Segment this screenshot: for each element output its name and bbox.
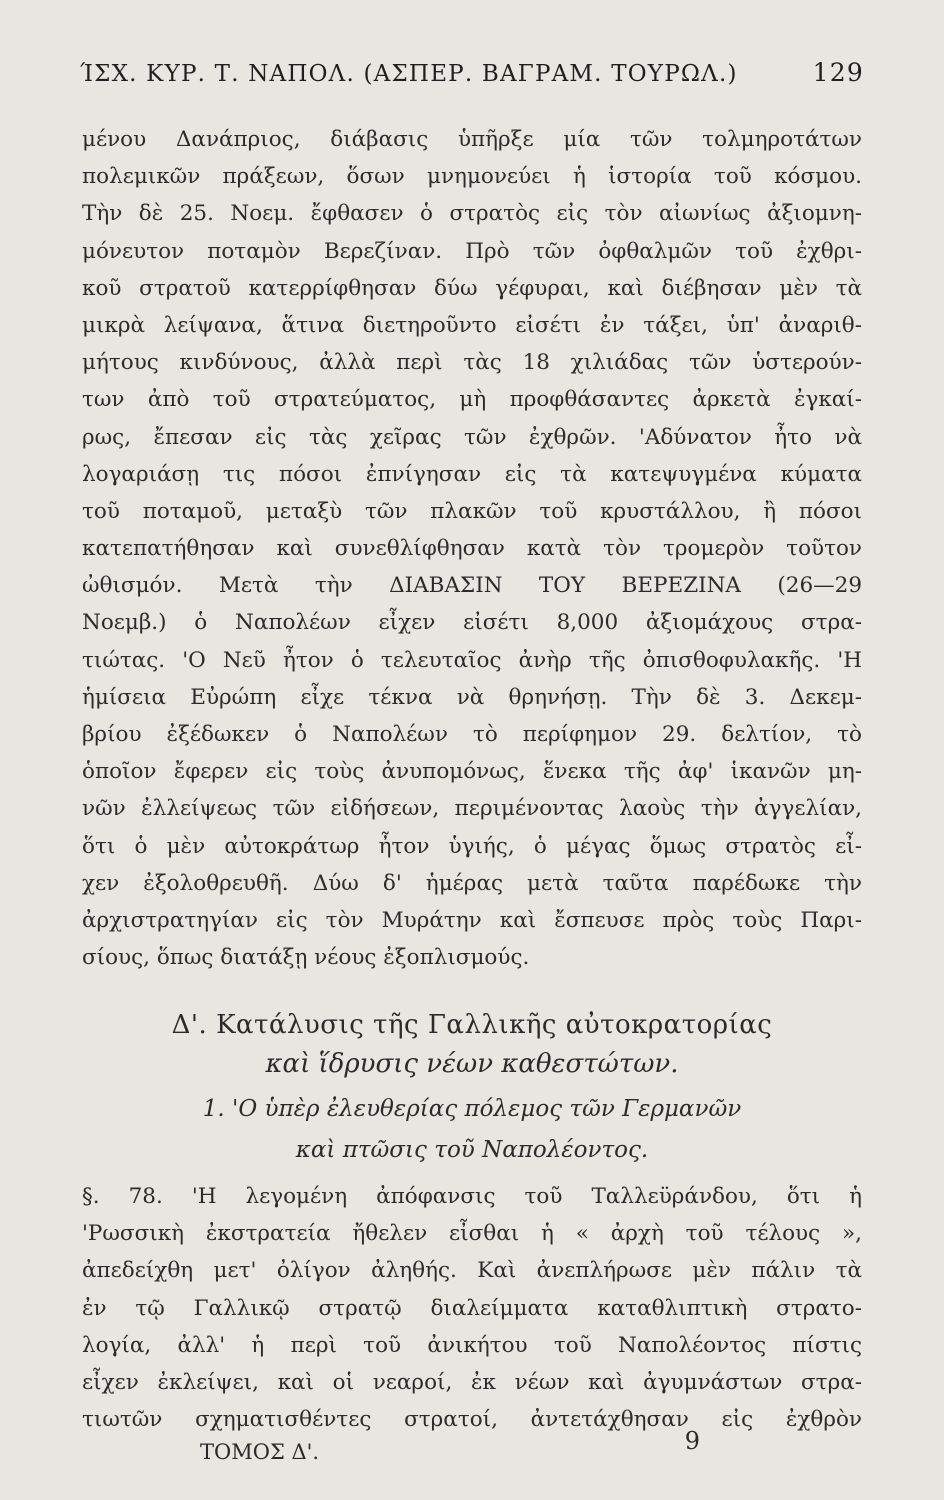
paragraph-78 [82, 1178, 862, 1438]
text-line: νῶν ἐλλείψεως τῶν εἰδήσεων, περιμένοντας λαοὺς τὴν ἀγγελίαν, [82, 796, 862, 822]
text-line: μικρὰ λείψανα, ἅτινα διετηροῦντο εἰσέτι ἐν τάξει, ὑπ' ἀναριθ- [82, 312, 862, 338]
text-line: πολεμικῶν πράξεων, ὅσων μνημονεύει ἡ ἱστορία τοῦ κόσμου. [82, 164, 862, 190]
text-line: μόνευτον ποταμὸν Βερεζίναν. Πρὸ τῶν ὀφθαλμῶν τοῦ ἐχθρι- [82, 238, 862, 264]
text-line: ἀρχιστρατηγίαν εἰς τὸν Μυράτην καὶ ἔσπευσε πρὸς τοὺς Παρι- [82, 907, 862, 933]
text-line: κοῦ στρατοῦ κατερρίφθησαν δύω γέφυραι, καὶ διέβησαν μὲν τὰ [82, 275, 862, 301]
text-line: λογαριάσῃ τις πόσοι ἐπνίγησαν εἰς τὰ κατεψυγμένα κύματα [82, 461, 862, 487]
section-heading [82, 1005, 862, 1083]
text-line: κατεπατήθησαν καὶ συνεθλίφθησαν κατὰ τὸν τρομερὸν τοῦτον [82, 536, 862, 562]
text-line: μήτους κινδύνους, ἀλλὰ περὶ τὰς 18 χιλιάδας τῶν ὑστερούν- [82, 350, 862, 376]
page-number: 129 [812, 58, 864, 87]
text-line: ρως, ἔπεσαν εἰς τὰς χεῖρας τῶν ἐχθρῶν. 'Αδύνατον ἦτο νὰ [82, 424, 862, 450]
text-line: 'Ρωσσικὴ ἐκστρατεία ἤθελεν εἶσθαι ἡ « ἀρχὴ τοῦ τέλους », [82, 1221, 862, 1247]
section-subtitle: καὶ ἵδρυσις νέων καθεστώτων. [265, 1049, 679, 1079]
text-line: ὁποῖον ἔφερεν εἰς τοὺς ἀνυπομόνως, ἕνεκα τῆς ἀφ' ἱκανῶν μη- [82, 759, 862, 785]
section-title: Δ'. Κατάλυσις τῆς Γαλλικῆς αὐτοκρατορίας [171, 1010, 773, 1040]
text-line: λογία, ἀλλ' ἡ περὶ τοῦ ἀνικήτου τοῦ Ναπολέοντος πίστις [82, 1332, 862, 1358]
text-line: εἶχεν ἐκλείψει, καὶ οἱ νεαροί, ἐκ νέων καὶ ἀγυμνάστων στρα- [82, 1369, 862, 1395]
running-title: ΊΣΧ. ΚΥΡ. Τ. ΝΑΠΟΛ. (ΑΣΠΕΡ. ΒΑΓΡΑΜ. ΤΟΥΡΩΛ.) [80, 61, 738, 87]
text-line: Νοεμβ.) ὁ Ναπολέων εἶχεν εἰσέτι 8,000 ἀξιομάχους στρα- [82, 610, 862, 636]
text-line: Τὴν δὲ 25. Νοεμ. ἔφθασεν ὁ στρατὸς εἰς τὸν αἰωνίως ἀξιομνη- [82, 201, 862, 227]
text-line: μένου Δανάπριος, διάβασις ὑπῆρξε μία τῶν τολμηροτάτων [82, 127, 862, 152]
subsection-title: 1. 'Ο ὑπὲρ ἐλευθερίας πόλεμος τῶν Γερμανῶν [202, 1096, 742, 1122]
page-footer [200, 1427, 700, 1465]
text-line: §. 78. 'Η λεγομένη ἀπόφανσις τοῦ Ταλλεϋράνδου, ὅτι ἡ [82, 1184, 862, 1209]
text-line: ἀπεδείχθη μετ' ὀλίγον ἀληθής. Καὶ ἀνεπλήρωσε μὲν πάλιν τὰ [82, 1258, 862, 1284]
text-line: τιωτῶν σχηματισθέντες στρατοί, ἀντετάχθησαν εἰς ἐχθρὸν [82, 1407, 862, 1433]
text-line: χεν ἐξολοθρευθῆ. Δύω δ' ἡμέρας μετὰ ταῦτα παρέδωκε τὴν [82, 870, 862, 896]
paragraph-continued [82, 121, 862, 976]
text-line: βρίου ἐξέδωκεν ὁ Ναπολέων τὸ περίφημον 29. δελτίον, τὸ [82, 722, 862, 747]
text-line: τοῦ ποταμοῦ, μεταξὺ τῶν πλακῶν τοῦ κρυστάλλου, ἢ πόσοι [82, 498, 862, 524]
signature-mark: 9 [684, 1427, 700, 1455]
text-line: τιώτας. 'Ο Νεῦ ἦτον ὁ τελευταῖος ἀνὴρ τῆς ὀπισθοφυλακῆς. 'Η [82, 647, 862, 673]
volume-label: ΤΟΜΟΣ Δ'. [200, 1440, 320, 1464]
text-line: ὅτι ὁ μὲν αὐτοκράτωρ ἦτον ὑγιής, ὁ μέγας ὅμως στρατὸς εἶ- [82, 833, 862, 859]
text-line: ἡμίσεια Εὐρώπη εἶχε τέκνα νὰ θρηνήσῃ. Τὴν δὲ 3. Δεκεμ- [82, 684, 862, 710]
running-header [80, 58, 864, 98]
text-line: ἐν τῷ Γαλλικῷ στρατῷ διαλείμματα καταθλιπτικὴ στρατο- [82, 1295, 862, 1321]
subsection-heading [82, 1088, 862, 1170]
subsection-subtitle: καὶ πτῶσις τοῦ Ναπολέοντος. [295, 1137, 649, 1163]
text-line: ὠθισμόν. Μετὰ τὴν ΔΙΑΒΑΣΙΝ ΤΟΥ ΒΕΡΕΖΙΝΑ (26—29 [82, 573, 862, 599]
text-line: των ἀπὸ τοῦ στρατεύματος, μὴ προφθάσαντες ἀρκετὰ ἐγκαί- [82, 387, 862, 413]
text-line: σίους, ὅπως διατάξῃ νέους ἐξοπλισμούς. [82, 945, 530, 971]
